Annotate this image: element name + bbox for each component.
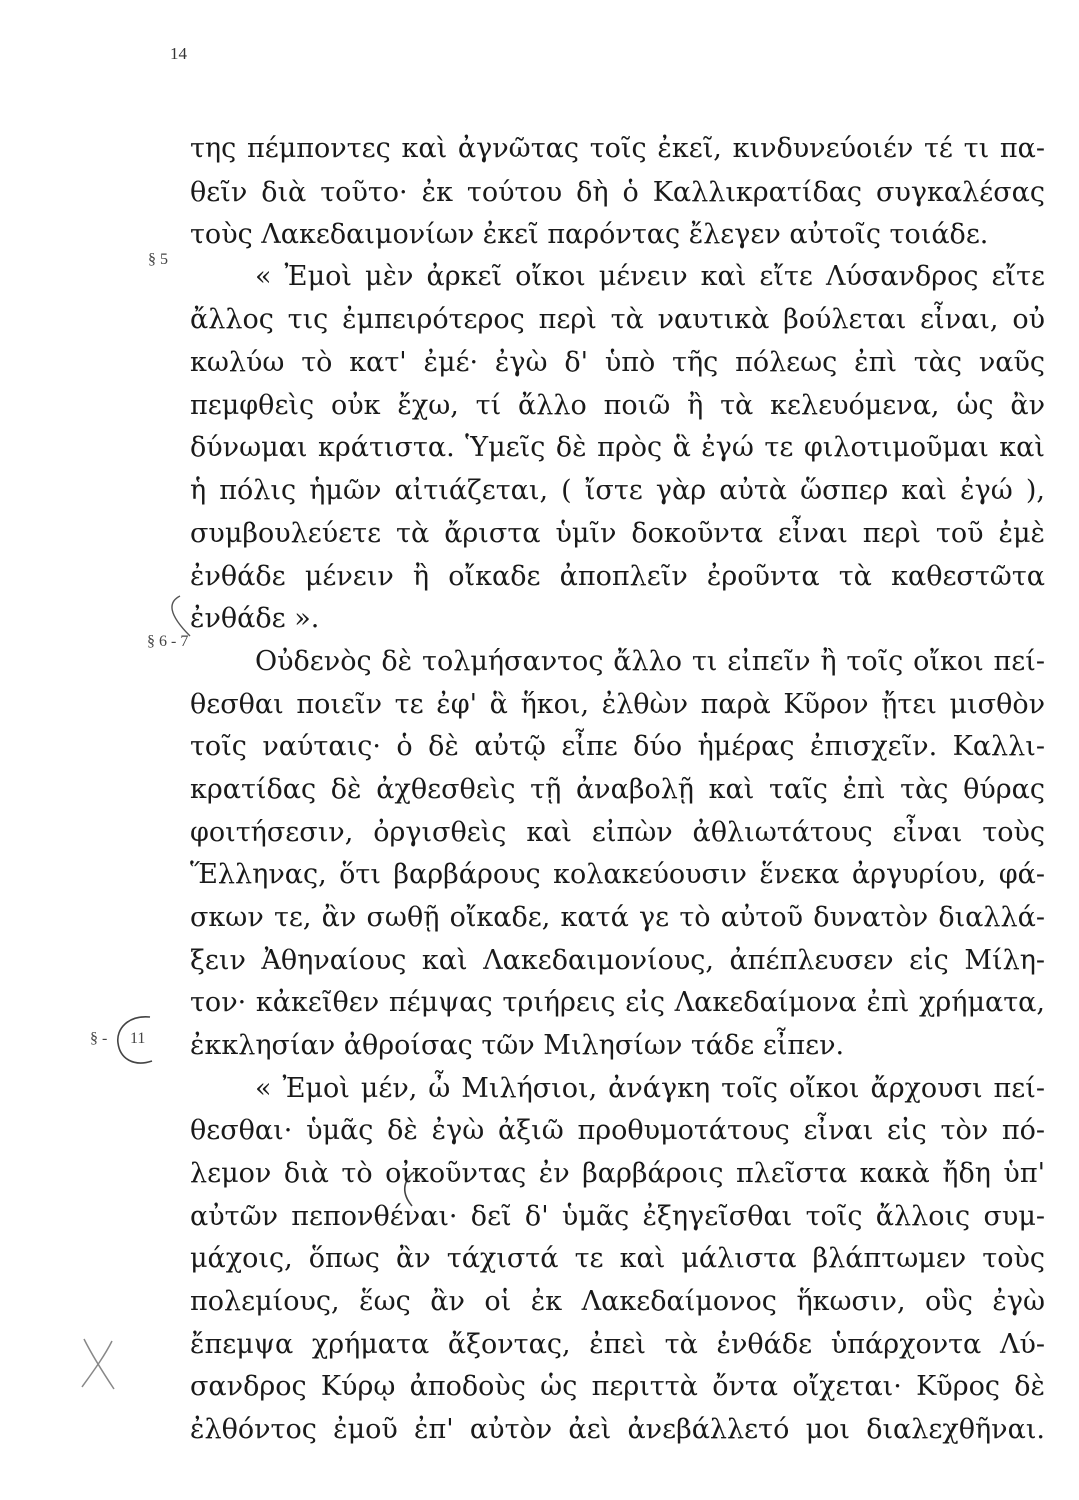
text-line: τοῖς ναύταις· ὁ δὲ αὐτῷ εἶπε δύο ἡμέρας ἐπισχεῖν. Καλλι- bbox=[190, 731, 1045, 762]
text-line: Ἕλληνας, ὅτι βαρβάρους κολακεύουσιν ἕνεκα ἀργυρίου, φά- bbox=[190, 859, 1045, 890]
page-number: 14 bbox=[170, 44, 187, 63]
handwritten-circle-mark bbox=[112, 1013, 156, 1069]
text-line: θεσθαι· ὑμᾶς δὲ ἐγὼ ἀξιῶ προθυμοτάτους εἶναι εἰς τὸν πό- bbox=[190, 1115, 1045, 1146]
margin-section-prefix: § - bbox=[90, 1030, 108, 1047]
text-line: κρατίδας δὲ ἀχθεσθεὶς τῇ ἀναβολῇ καὶ ταῖς ἐπὶ τὰς θύρας bbox=[190, 774, 1045, 805]
margin-section-11: 11 bbox=[130, 1030, 146, 1047]
margin-section-6-7: § 6 - 7 bbox=[147, 633, 189, 650]
text-line: πεμφθεὶς οὐκ ἔχω, τί ἄλλο ποιῶ ἢ τὰ κελευόμενα, ὡς ἂν bbox=[190, 390, 1045, 421]
text-line: μάχοις, ὅπως ἂν τάχιστά τε καὶ μάλιστα βλάπτωμεν τοὺς bbox=[190, 1243, 1045, 1274]
text-line: λεμον διὰ τὸ οἰκοῦντας ἐν βαρβάροις πλεῖστα κακὰ ἤδη ὑπ' bbox=[190, 1158, 1045, 1189]
pencil-x-mark bbox=[78, 1335, 120, 1391]
text-line: ἐνθάδε μένειν ἢ οἴκαδε ἀποπλεῖν ἐροῦντα τὰ καθεστῶτα bbox=[190, 561, 1045, 592]
text-line: σανδρος Κύρῳ ἀποδοὺς ὡς περιττὰ ὄντα οἴχεται· Κῦρος δὲ bbox=[190, 1371, 1045, 1402]
text-line: δύνωμαι κράτιστα. Ὑμεῖς δὲ πρὸς ἃ ἐγώ τε φιλοτιμοῦμαι καὶ bbox=[190, 432, 1045, 463]
text-line: « Ἐμοὶ μέν, ὦ Μιλήσιοι, ἀνάγκη τοῖς οἴκοι ἄρχουσι πεί- bbox=[255, 1073, 1045, 1104]
text-line: θεσθαι ποιεῖν τε ἐφ' ἃ ἥκοι, ἐλθὼν παρὰ Κῦρον ᾔτει μισθὸν bbox=[190, 689, 1045, 720]
text-line: « Ἐμοὶ μὲν ἀρκεῖ οἴκοι μένειν καὶ εἴτε Λύσανδρος εἴτε bbox=[255, 261, 1045, 292]
text-line: σκων τε, ἂν σωθῇ οἴκαδε, κατά γε τὸ αὐτοῦ δυνατὸν διαλλά- bbox=[190, 902, 1045, 933]
text-line: ἐνθάδε ». bbox=[190, 603, 320, 634]
text-line: συμβουλεύετε τὰ ἄριστα ὑμῖν δοκοῦντα εἶναι περὶ τοῦ ἐμὲ bbox=[190, 518, 1045, 549]
text-line: ἐλθόντος ἐμοῦ ἐπ' αὐτὸν ἀεὶ ἀνεβάλλετό μοι διαλεχθῆναι. bbox=[190, 1414, 1045, 1445]
text-line: ξειν Ἀθηναίους καὶ Λακεδαιμονίους, ἀπέπλευσεν εἰς Μίλη- bbox=[190, 945, 1045, 976]
text-line: θεῖν διὰ τοῦτο· ἐκ τούτου δὴ ὁ Καλλικρατίδας συγκαλέσας bbox=[190, 177, 1045, 208]
text-line: κωλύω τὸ κατ' ἐμέ· ἐγὼ δ' ὑπὸ τῆς πόλεως ἐπὶ τὰς ναῦς bbox=[190, 347, 1045, 378]
margin-section-5: § 5 bbox=[148, 251, 168, 268]
text-line: της πέμποντες καὶ ἀγνῶτας τοῖς ἐκεῖ, κινδυνεύοιέν τέ τι πα- bbox=[190, 133, 1045, 164]
text-line: ἡ πόλις ἡμῶν αἰτιάζεται, ( ἴστε γὰρ αὐτὰ ὥσπερ καὶ ἐγώ ), bbox=[190, 475, 1045, 506]
text-line: ἄλλος τις ἐμπειρότερος περὶ τὰ ναυτικὰ βούλεται εἶναι, οὐ bbox=[190, 304, 1045, 335]
text-line: ἐκκλησίαν ἀθροίσας τῶν Μιλησίων τάδε εἶπεν. bbox=[190, 1030, 845, 1061]
text-line: φοιτήσεσιν, ὀργισθεὶς καὶ εἰπὼν ἀθλιωτάτους εἶναι τοὺς bbox=[190, 817, 1045, 848]
text-line: Οὐδενὸς δὲ τολμήσαντος ἄλλο τι εἰπεῖν ἢ τοῖς οἴκοι πεί- bbox=[255, 646, 1045, 677]
text-line: πολεμίους, ἕως ἂν οἱ ἐκ Λακεδαίμονος ἥκωσιν, οὓς ἐγὼ bbox=[190, 1286, 1045, 1317]
text-line: τοὺς Λακεδαιμονίων ἐκεῖ παρόντας ἔλεγεν αὐτοῖς τοιάδε. bbox=[190, 219, 989, 250]
text-line: τον· κἀκεῖθεν πέμψας τριήρεις εἰς Λακεδαίμονα ἐπὶ χρήματα, bbox=[190, 987, 1045, 1018]
text-line: ἔπεμψα χρήματα ἄξοντας, ἐπεὶ τὰ ἐνθάδε ὑπάρχοντα Λύ- bbox=[190, 1329, 1045, 1360]
text-line: αὐτῶν πεπονθέναι· δεῖ δ' ὑμᾶς ἐξηγεῖσθαι τοῖς ἄλλοις συμ- bbox=[190, 1201, 1045, 1232]
